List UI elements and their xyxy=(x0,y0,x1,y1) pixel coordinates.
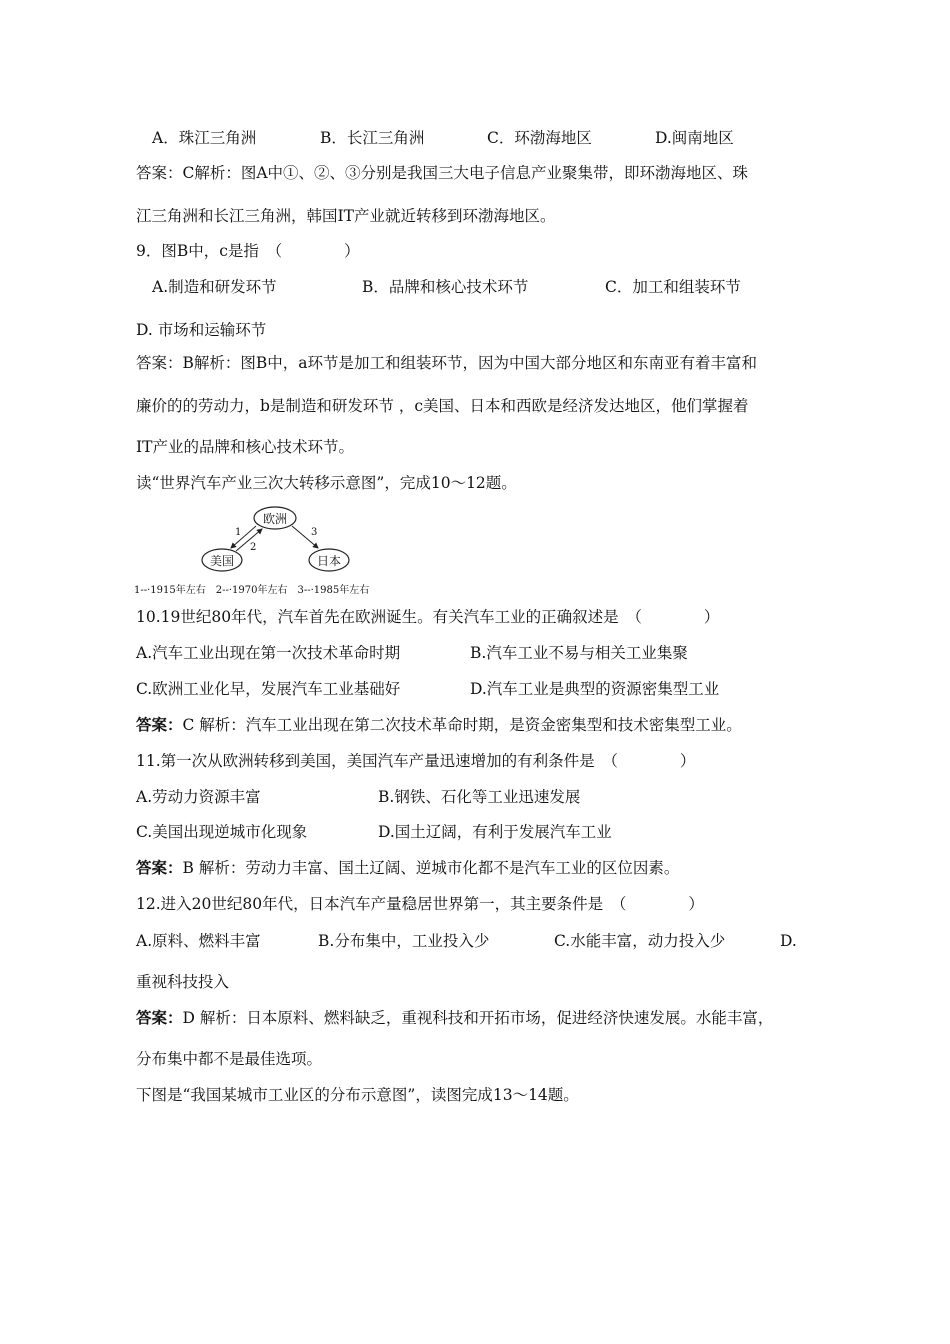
q11-option-d: D.国土辽阔，有利于发展汽车工业 xyxy=(378,823,612,841)
q12-answer-label: 答案： xyxy=(136,1008,183,1027)
q9-option-d: D. 市场和运输环节 xyxy=(136,321,267,339)
q10-option-d: D.汽车工业是典型的资源密集型工业 xyxy=(470,680,720,698)
q9-answer-line1: 答案：B解析：图B中，a环节是加工和组装环节，因为中国大部分地区和东南亚有着丰富和 xyxy=(136,354,758,372)
q10-answer xyxy=(136,715,742,735)
arrow-label-1: 1 xyxy=(235,527,242,538)
q11-option-a: A.劳动力资源丰富 xyxy=(136,788,261,806)
q9-option-a: A.制造和研发环节 xyxy=(152,278,277,296)
q12-option-d: D. xyxy=(780,932,797,950)
q10-option-b: B.汽车工业不易与相关工业集聚 xyxy=(470,644,688,662)
node-usa-label: 美国 xyxy=(209,554,235,568)
q8-option-d: D.闽南地区 xyxy=(655,129,734,147)
q10-answer-text: C 解析：汽车工业出现在第二次技术革命时期，是资金密集型和技术密集型工业。 xyxy=(182,716,742,734)
q9-answer-line3: IT产业的品牌和核心技术环节。 xyxy=(136,438,354,456)
q11-answer-label: 答案： xyxy=(136,858,183,877)
arrow-label-3: 3 xyxy=(311,527,318,538)
intro-13-14: 下图是“我国某城市工业区的分布示意图”，读图完成13～14题。 xyxy=(136,1086,579,1104)
q12-option-a: A.原料、燃料丰富 xyxy=(136,932,261,950)
q9-answer-line2: 廉价的的劳动力，b是制造和研发环节 ，c美国、日本和西欧是经济发达地区，他们掌握着 xyxy=(136,397,749,415)
q10-option-a: A.汽车工业出现在第一次技术革命时期 xyxy=(136,644,401,662)
q11-answer-text: B 解析：劳动力丰富、国土辽阔、逆城市化都不是汽车工业的区位因素。 xyxy=(182,859,680,877)
q10-stem: 10.19世纪80年代，汽车首先在欧洲诞生。有关汽车工业的正确叙述是 （ ） xyxy=(136,608,720,626)
car-industry-transfer-diagram xyxy=(134,504,434,600)
q12-option-d-cont: 重视科技投入 xyxy=(136,973,230,991)
q10-answer-label: 答案： xyxy=(136,715,183,734)
q11-option-c: C.美国出现逆城市化现象 xyxy=(136,823,308,841)
q11-stem: 11.第一次从欧洲转移到美国，美国汽车产量迅速增加的有利条件是 （ ） xyxy=(136,752,696,770)
q8-option-c: C．环渤海地区 xyxy=(487,129,592,147)
q12-stem: 12.进入20世纪80年代，日本汽车产量稳居世界第一，其主要条件是 （ ） xyxy=(136,895,704,913)
q9-option-c: C．加工和组装环节 xyxy=(605,278,741,296)
q8-option-b: B．长江三角洲 xyxy=(320,129,425,147)
q9-option-b: B．品牌和核心技术环节 xyxy=(362,278,529,296)
q8-answer-line2: 江三角洲和长江三角洲，韩国IT产业就近转移到环渤海地区。 xyxy=(136,207,556,225)
q11-option-b: B.钢铁、石化等工业迅速发展 xyxy=(378,788,581,806)
q12-answer xyxy=(136,1008,773,1028)
q11-answer xyxy=(136,858,679,878)
intro-10-12: 读“世界汽车产业三次大转移示意图”，完成10～12题。 xyxy=(136,474,517,492)
q12-option-c: C.水能丰富，动力投入少 xyxy=(554,932,726,950)
q10-option-c: C.欧洲工业化早，发展汽车工业基础好 xyxy=(136,680,401,698)
arrow-label-2: 2 xyxy=(250,542,257,553)
q8-answer-line1: 答案：C解析：图A中①、②、③分别是我国三大电子信息产业聚集带，即环渤海地区、珠 xyxy=(136,164,749,182)
q8-option-a: A．珠江三角洲 xyxy=(152,129,257,147)
node-japan-label: 日本 xyxy=(316,554,342,568)
diagram-legend: 1--·1915年左右 2--·1970年左右 3--·1985年左右 xyxy=(134,585,370,596)
q12-option-b: B.分布集中，工业投入少 xyxy=(318,932,490,950)
node-europe-label: 欧洲 xyxy=(262,512,288,526)
q12-answer-line2: 分布集中都不是最佳选项。 xyxy=(136,1050,323,1068)
q12-answer-text: D 解析：日本原料、燃料缺乏，重视科技和开拓市场，促进经济快速发展。水能丰富， xyxy=(182,1009,774,1027)
q9-stem: 9．图B中，c是指 （ ） xyxy=(136,242,360,260)
